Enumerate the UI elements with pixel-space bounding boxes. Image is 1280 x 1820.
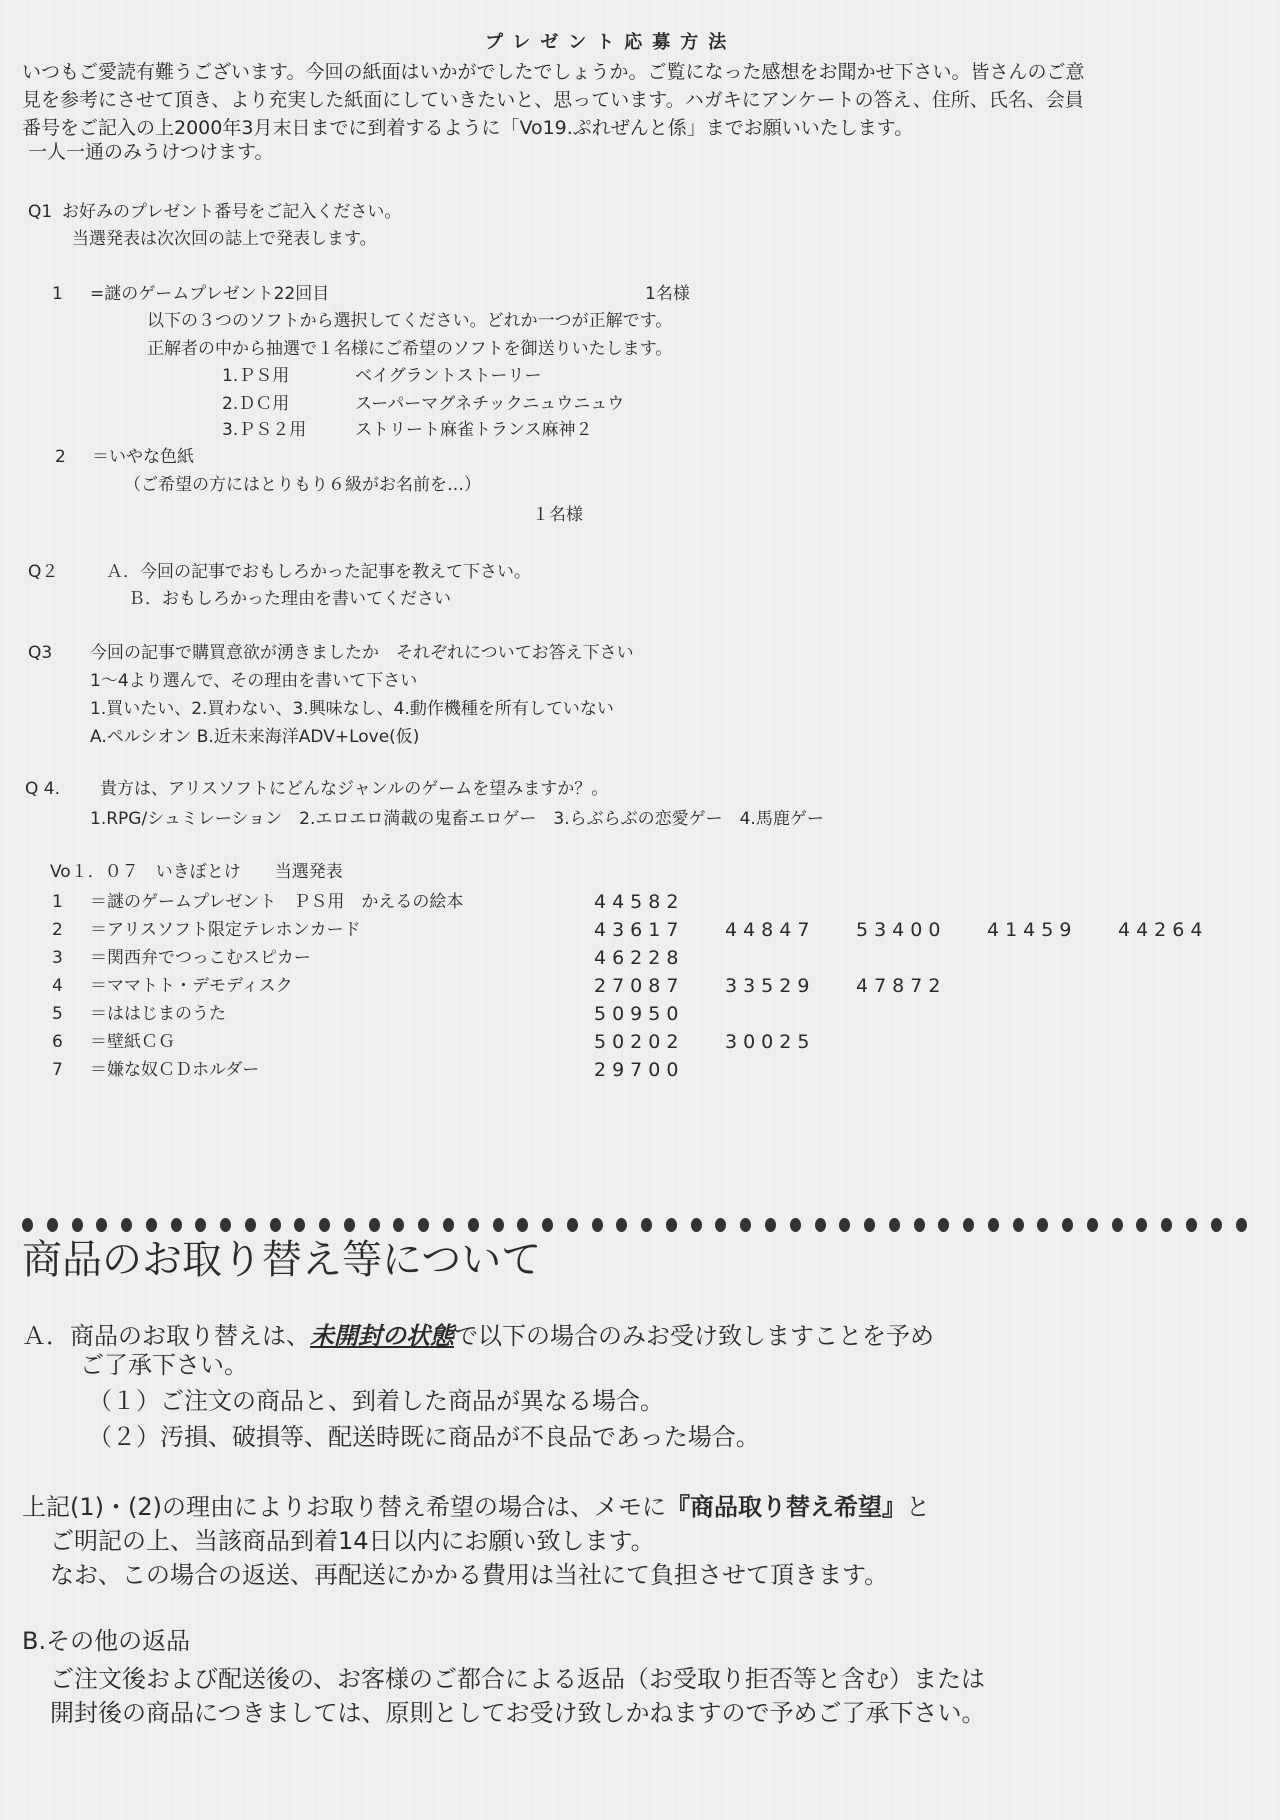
divider-dot (443, 1218, 454, 1232)
exchange-a-line (22, 1321, 934, 1351)
winner-number: 33529 (725, 975, 816, 997)
prize-desc: 正解者の中から抽選で１名様にご希望のソフトを御送りいたします。 (147, 339, 673, 359)
prize-desc: （ご希望の方にはとりもり６級がお名前を…） (124, 475, 481, 495)
divider-dot (418, 1218, 429, 1232)
divider-dot (195, 1218, 206, 1232)
divider-dot (592, 1218, 603, 1232)
divider-dot (22, 1218, 33, 1232)
q4-text: 貴方は、アリスソフトにどんなジャンルのゲームを望みますか？。 (100, 779, 609, 799)
result-prize-name: ＝壁紙ＣＧ (90, 1032, 175, 1052)
divider-dot (938, 1218, 949, 1232)
winner-number: 43617 (594, 919, 685, 941)
software-platform: 3.ＰＳ２用 (222, 420, 307, 440)
result-prize-name: ＝謎のゲームプレゼント ＰＳ用 かえるの絵本 (90, 892, 464, 912)
software-title: スーパーマグネチックニュウニュウ (355, 394, 625, 414)
divider-dot (715, 1218, 726, 1232)
divider-dot (740, 1218, 751, 1232)
winner-number: 44847 (725, 919, 816, 941)
divider-dot (393, 1218, 404, 1232)
winner-number: 50950 (594, 1003, 685, 1025)
prize-number: 1 (52, 284, 63, 304)
note-suffix: と (906, 1493, 930, 1521)
divider-dot (790, 1218, 801, 1232)
divider-dot (815, 1218, 826, 1232)
divider-dot (468, 1218, 479, 1232)
divider-dot (1161, 1218, 1172, 1232)
software-platform: 1.ＰＳ用 (222, 366, 290, 386)
divider-dot (765, 1218, 776, 1232)
prize-name: =謎のゲームプレゼント22回目 (90, 284, 330, 304)
q3-line: 1～4より選んで、その理由を書いて下さい (90, 671, 418, 691)
q2-a: Ａ．今回の記事でおもしろかった記事を教えて下さい。 (106, 562, 531, 582)
q1-text: お好みのプレゼント番号をご記入ください。 (62, 202, 402, 222)
divider-dot (1062, 1218, 1073, 1232)
divider-dot (517, 1218, 528, 1232)
divider-dot (96, 1218, 107, 1232)
q1-sub: 当選発表は次次回の誌上で発表します。 (72, 229, 377, 249)
divider-dot (616, 1218, 627, 1232)
divider-dot (344, 1218, 355, 1232)
q3-label: Q3 (28, 643, 53, 663)
result-prize-name: ＝ママトト・デモディスク (90, 976, 293, 996)
exchange-b-line: ご注文後および配送後の、お客様のご都合による返品（お受取り拒否等と含む）または (50, 1665, 986, 1693)
divider-dot (47, 1218, 58, 1232)
divider-dot (493, 1218, 504, 1232)
prize-count: 1名様 (645, 284, 690, 304)
divider-dot (146, 1218, 157, 1232)
intro-line: 一人一通のみうけつけます。 (22, 141, 274, 163)
q3-line: A.ペルシオン B.近未来海洋ADV+Love(仮) (90, 727, 420, 747)
winner-number: 50202 (594, 1031, 685, 1053)
result-prize-name: ＝アリスソフト限定テレホンカード (90, 920, 361, 940)
q4-label: Q 4. (25, 779, 61, 799)
q1-label: Q1 (28, 202, 53, 222)
prize-number: 2 (55, 447, 66, 467)
divider-dot (1112, 1218, 1123, 1232)
exchange-case: （２）汚損、破損等、配送時既に商品が不良品であった場合。 (88, 1423, 760, 1451)
prize-name: ＝いやな色紙 (92, 447, 194, 467)
divider-dot (567, 1218, 578, 1232)
exchange-a-suffix: で以下の場合のみお受け致しますことを予め (454, 1322, 934, 1350)
intro-line: いつもご愛読有難うございます。今回の紙面はいかがでしたでしょうか。ご覧になった感想をお聞かせ下さい。皆さんのご意 (22, 61, 1085, 83)
exchange-b-line: 開封後の商品につきましては、原則としてお受け致しかねますので予めご了承下さい。 (50, 1699, 986, 1727)
exchange-case: （１）ご注文の商品と、到着した商品が異なる場合。 (88, 1387, 664, 1415)
unopened-emphasis: 未開封の状態 (310, 1322, 454, 1350)
winner-number: 44582 (594, 891, 685, 913)
divider-dot (542, 1218, 553, 1232)
divider-dot (839, 1218, 850, 1232)
note-emphasis: 『商品取り替え希望』 (666, 1493, 906, 1521)
result-number: 7 (52, 1060, 63, 1080)
q4-line: 1.RPG/シュミレーション 2.エロエロ満載の鬼畜エロゲー 3.らぶらぶの恋愛ゲー 4.馬鹿ゲー (90, 809, 824, 829)
divider-dot (171, 1218, 182, 1232)
winner-number: 41459 (987, 919, 1078, 941)
divider-dot (1236, 1218, 1247, 1232)
divider-dot (72, 1218, 83, 1232)
divider-dot (294, 1218, 305, 1232)
result-number: 6 (52, 1032, 63, 1052)
divider-dot (1013, 1218, 1024, 1232)
winner-number: 44264 (1118, 919, 1209, 941)
divider-dot (1087, 1218, 1098, 1232)
exchange-a-prefix: Ａ．商品のお取り替えは、 (22, 1322, 310, 1350)
divider-dot (1186, 1218, 1197, 1232)
software-platform: 2.ＤＣ用 (222, 394, 290, 414)
divider-dot (369, 1218, 380, 1232)
exchange-note-line (22, 1492, 930, 1522)
intro-line: 見を参考にさせて頂き、より充実した紙面にしていきたいと、思っています。ハガキにアンケートの答え、住所、氏名、会員 (22, 89, 1084, 111)
result-number: 4 (52, 976, 63, 996)
present-title: プレゼント応募方法 (485, 32, 737, 53)
winner-number: 27087 (594, 975, 685, 997)
result-prize-name: ＝関西弁でつっこむスピカー (90, 948, 311, 968)
result-prize-name: ＝ははじまのうた (90, 1004, 226, 1024)
result-number: 3 (52, 948, 63, 968)
result-number: 2 (52, 920, 63, 940)
intro-line: 番号をご記入の上2000年3月末日までに到着するように「Vo19.ぷれぜんと係」までお願いいたします。 (22, 117, 914, 139)
exchange-title: 商品のお取り替え等について (22, 1237, 542, 1283)
divider-dot (864, 1218, 875, 1232)
exchange-a-line2: ご了承下さい。 (80, 1351, 248, 1379)
divider-dot (889, 1218, 900, 1232)
divider-dot (245, 1218, 256, 1232)
divider-dot (666, 1218, 677, 1232)
winner-number: 47872 (856, 975, 947, 997)
note-prefix: 上記(1)・(2)の理由によりお取り替え希望の場合は、メモに (22, 1493, 666, 1521)
divider-dot (1037, 1218, 1048, 1232)
winner-number: 53400 (856, 919, 947, 941)
exchange-b-title: B.その他の返品 (22, 1627, 191, 1655)
result-number: 1 (52, 892, 63, 912)
prize-count: １名様 (532, 505, 583, 525)
dotted-divider (22, 1218, 1247, 1234)
divider-dot (1211, 1218, 1222, 1232)
divider-dot (963, 1218, 974, 1232)
divider-dot (270, 1218, 281, 1232)
results-heading: Vo１．０７ いきぼとけ 当選発表 (50, 862, 343, 882)
divider-dot (988, 1218, 999, 1232)
prize-desc: 以下の３つのソフトから選択してください。どれか一つが正解です。 (147, 311, 673, 331)
exchange-note-line: ご明記の上、当該商品到着14日以内にお願い致します。 (50, 1527, 655, 1555)
q2-label: Q２ (28, 562, 59, 582)
divider-dot (319, 1218, 330, 1232)
divider-dot (914, 1218, 925, 1232)
winner-number: 30025 (725, 1031, 816, 1053)
q3-line: 1.買いたい、2.買わない、3.興味なし、4.動作機種を所有していない (90, 699, 614, 719)
result-number: 5 (52, 1004, 63, 1024)
q3-text: 今回の記事で購買意欲が湧きましたか それぞれについてお答え下さい (90, 643, 634, 663)
divider-dot (220, 1218, 231, 1232)
q2-b: Ｂ．おもしろかった理由を書いてください (128, 589, 451, 609)
winner-number: 46228 (594, 947, 685, 969)
result-prize-name: ＝嫌な奴ＣＤホルダー (90, 1060, 260, 1080)
exchange-note-line: なお、この場合の返送、再配送にかかる費用は当社にて負担させて頂きます。 (50, 1561, 889, 1589)
software-title: ベイグラントストーリー (355, 366, 542, 386)
divider-dot (641, 1218, 652, 1232)
divider-dot (121, 1218, 132, 1232)
divider-dot (1136, 1218, 1147, 1232)
winner-number: 29700 (594, 1059, 685, 1081)
software-title: ストリート麻雀トランス麻神２ (355, 420, 593, 440)
divider-dot (691, 1218, 702, 1232)
